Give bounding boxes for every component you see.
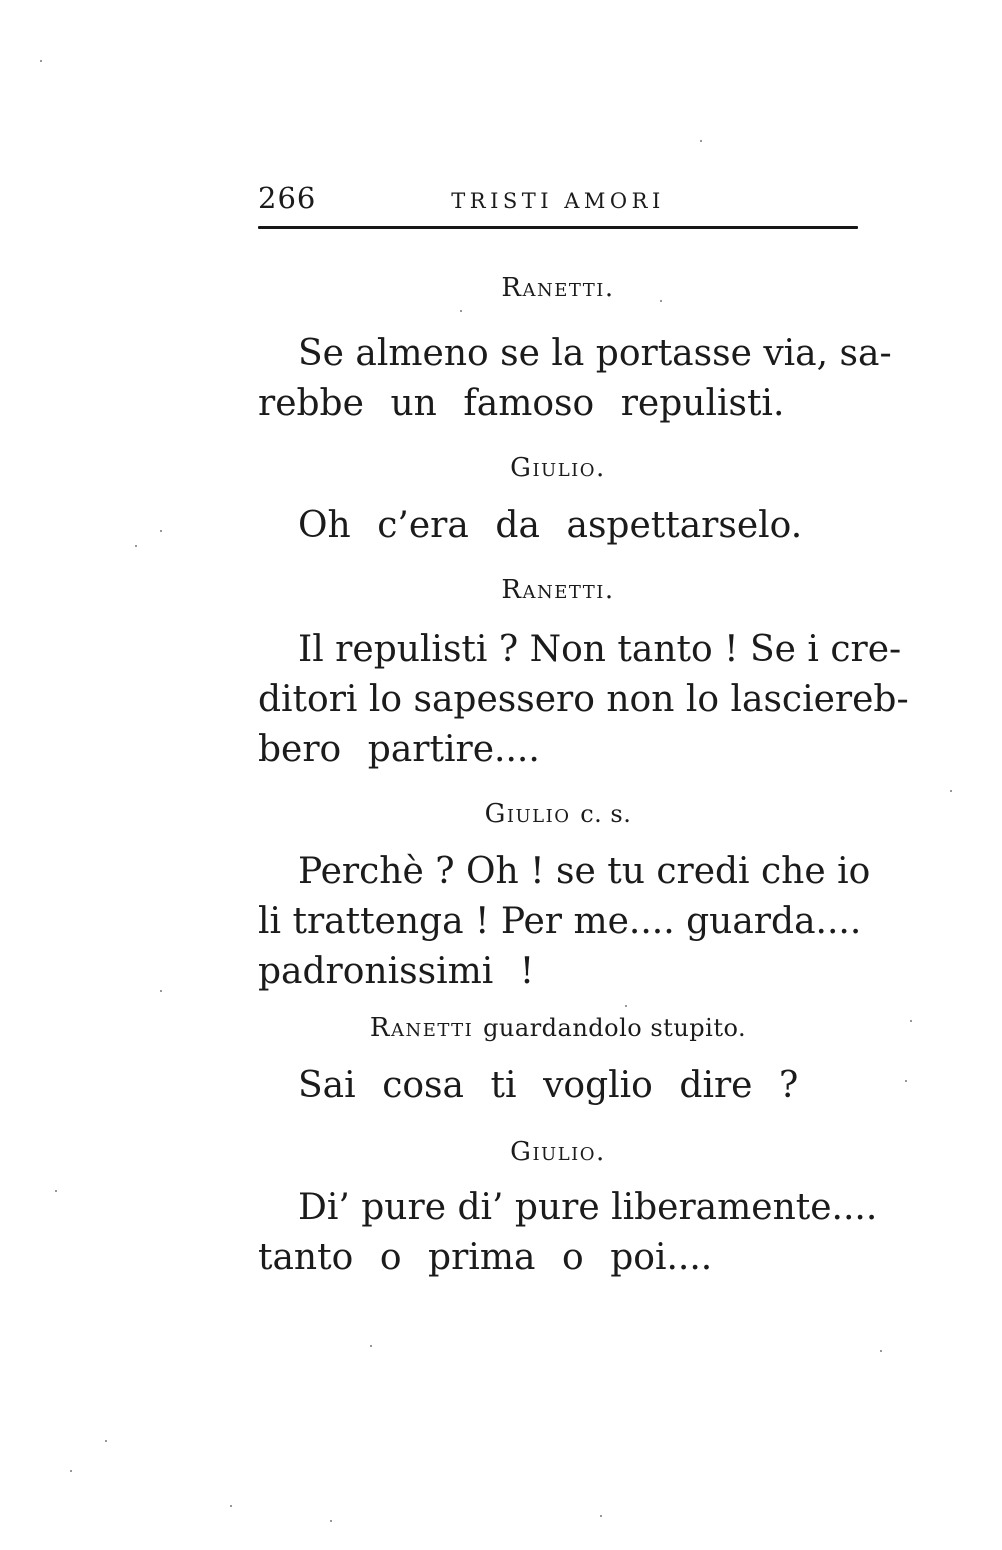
- speaker-name: Giulio.: [510, 453, 606, 483]
- speaker-heading: [258, 273, 858, 303]
- text-column: [258, 181, 909, 1283]
- speaker-heading: [258, 799, 858, 829]
- dialogue-paragraph: [258, 1061, 858, 1111]
- dialogue-line: Il repulisti ? Non tanto ! Se i cre-: [298, 629, 902, 670]
- dialogue-line: Se almeno se la portasse via, sa-: [298, 333, 892, 374]
- speaker-heading: [258, 453, 858, 483]
- speaker-name: Ranetti.: [501, 575, 615, 605]
- dialogue-paragraph: [258, 625, 909, 775]
- speaker-name: Giulio: [484, 799, 571, 829]
- speaker-name: Ranetti.: [501, 273, 615, 303]
- header-rule: [258, 226, 858, 229]
- speaker-name: Ranetti: [369, 1013, 474, 1043]
- dialogue-paragraph: [258, 501, 858, 551]
- running-title: TRISTI AMORI: [451, 189, 665, 213]
- dialogue-line: padronissimi !: [258, 951, 535, 992]
- dialogue-line: ditori lo sapessero non lo lasciereb-: [258, 679, 909, 720]
- dialogue-line: rebbe un famoso repulisti.: [258, 383, 785, 424]
- scan-noise-specks: [40, 60, 42, 62]
- dialogue-paragraph: [258, 329, 892, 429]
- stage-direction: guardandolo stupito.: [483, 1014, 747, 1042]
- dialogue-line: Oh c’era da aspettarselo.: [298, 505, 803, 546]
- dialogue-line: Perchè ? Oh ! se tu credi che io: [298, 851, 871, 892]
- page-header: [258, 183, 858, 213]
- stage-direction: c. s.: [580, 800, 632, 828]
- dialogue-line: bero partire....: [258, 729, 540, 770]
- speaker-name: Giulio.: [510, 1137, 606, 1167]
- dialogue-line: Di’ pure di’ pure liberamente....: [298, 1187, 878, 1228]
- dialogue-line: Sai cosa ti voglio dire ?: [298, 1065, 799, 1106]
- speaker-heading: [258, 1013, 858, 1043]
- dialogue-paragraph: [258, 1183, 878, 1283]
- speaker-heading: [258, 1137, 858, 1167]
- dialogue-line: li trattenga ! Per me.... guarda....: [258, 901, 862, 942]
- dialogue-paragraph: [258, 847, 871, 997]
- page-number: 266: [258, 181, 317, 215]
- speaker-heading: [258, 575, 858, 605]
- dialogue-line: tanto o prima o poi....: [258, 1237, 713, 1278]
